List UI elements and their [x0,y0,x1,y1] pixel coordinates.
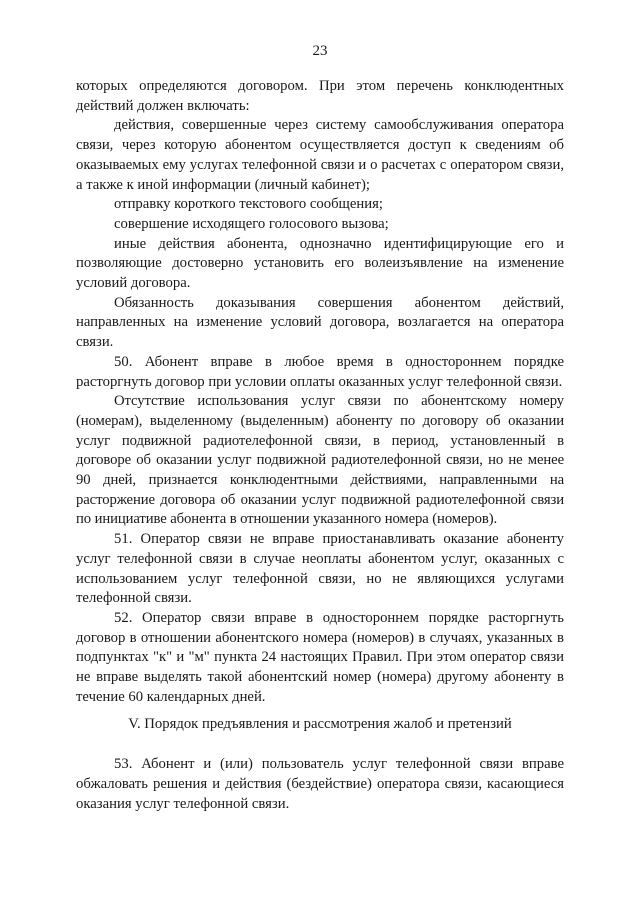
paragraph-continuation: которых определяются договором. При этом перечень конклюдентных действий должен включать: [76,78,564,114]
paragraph-burden-of-proof: Обязанность доказывания совершения абонентом действий, направленных на изменение условий договора, возлагается на оператора связи. [76,294,564,351]
clause-51: 51. Оператор связи не вправе приостанавливать оказание абоненту услуг телефонной связи в случае неоплаты абонентом услуг, оказанных с использованием услуг телефонной связи, но не являющихся услугами телефонной связи. [76,531,564,607]
clause-50: 50. Абонент вправе в любое время в одностороннем порядке расторгнуть договор при условии оплаты оказанных услуг телефонной связи. [76,353,564,390]
paragraph-other-actions: иные действия абонента, однозначно идентифицирующие его и позволяющие достоверно установить его волеизъявление на изменение условий договора. [76,235,564,292]
paragraph-no-usage: Отсутствие использования услуг связи по абонентскому номеру (номерам), выделенному (выделенным) абоненту по договору об оказании услуг подвижной радиотелефонной связи, в период, установленный в договоре об оказании услуг подвижной радиотелефонной связи, но не менее 90 дней, признается конклюдентными действиями, направленными на расторжение договора об оказании услуг подвижной радиотелефонной связи по инициативе абонента в отношении указанного номера (номеров). [76,393,564,528]
clause-52: 52. Оператор связи вправе в одностороннем порядке расторгнуть договор в отношении абонентского номера (номеров) в случаях, указанных в подпунктах "к" и "м" пункта 24 настоящих Правил. При этом оператор связи не вправе выделять такой абонентский номер (номера) другому абоненту в течение 60 календарных дней. [76,609,564,705]
paragraph-personal-account: действия, совершенные через систему самообслуживания оператора связи, через которую абонентом осуществляется доступ к сведениям об оказываемых ему услугах телефонной связи и о расчетах с оператором связи, а также к иной информации (личный кабинет); [76,117,564,193]
clause-53: 53. Абонент и (или) пользователь услуг телефонной связи вправе обжаловать решения и действия (бездействие) оператора связи, касающиеся оказания услуг телефонной связи. [76,756,564,812]
paragraph-voice-call: совершение исходящего голосового вызова; [114,215,389,232]
paragraph-sms: отправку короткого текстового сообщения; [114,196,383,213]
page-number: 23 [312,43,328,59]
section-heading: V. Порядок предъявления и рассмотрения жалоб и претензий [128,715,512,732]
page-body [76,77,564,814]
